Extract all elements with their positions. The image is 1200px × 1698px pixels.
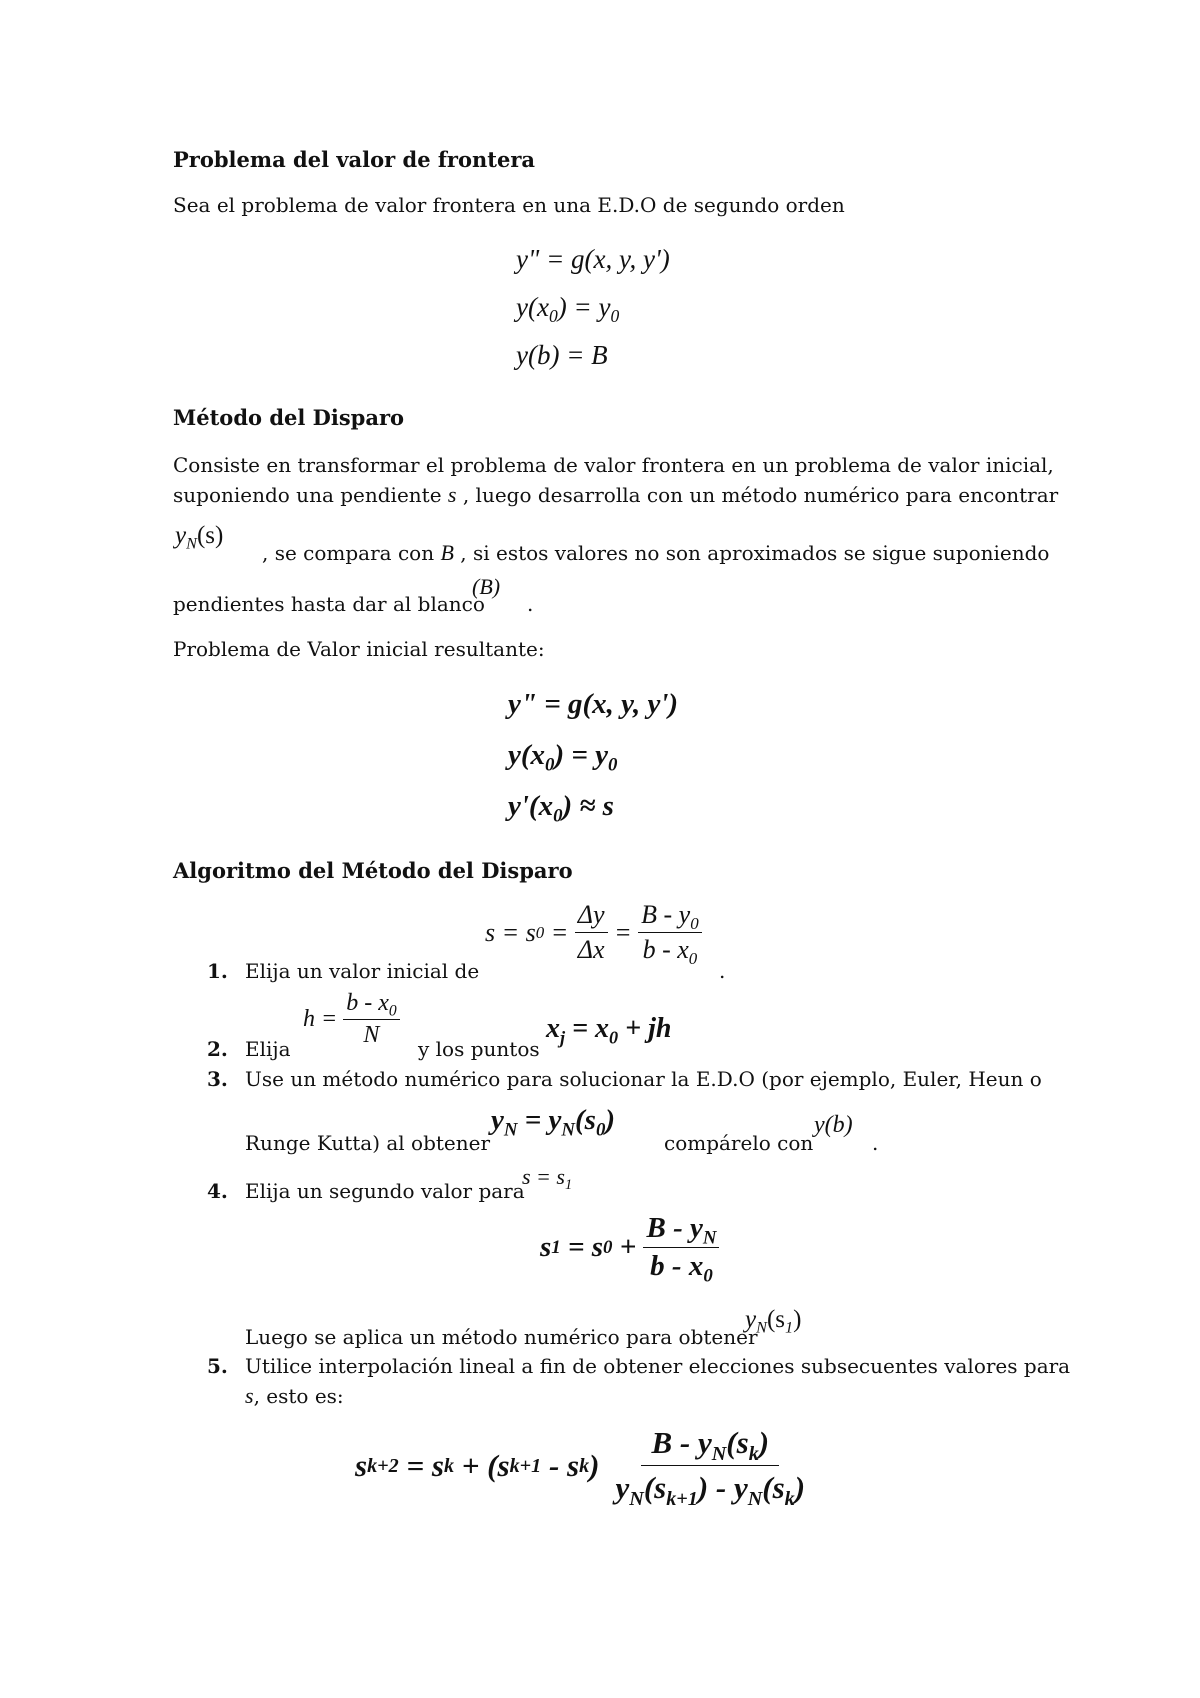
step2-h-equation: h = $\frac{b - x_0}{N}$ (303, 990, 400, 1049)
step2-grid-equation: $x_j = x_0$ + jh (546, 1013, 672, 1048)
step2-text: Elija (245, 1037, 291, 1061)
intro-text: Sea el problema de valor frontera en una E.D.O de segundo orden (173, 193, 845, 217)
slope-fraction: $\frac{B - y_0}{b - x_0}$ (638, 900, 702, 965)
section-heading-algorithm: Algoritmo del Método del Disparo (173, 858, 573, 883)
method-line-4: pendientes hasta dar al blanco (173, 592, 485, 616)
step3-line-1: Use un método numérico para solucionar la E.D.O (por ejemplo, Euler, Heun o (245, 1067, 1042, 1091)
bvp-equation-2: $y(x_0) = y_0$ (516, 292, 620, 327)
bvp-equation-1: y" = g(x, y, y') (516, 244, 670, 274)
step3-equation: $y_N = y_N(s_0)$ (491, 1104, 616, 1141)
step3-period: . (872, 1131, 879, 1155)
delta-fraction: $\frac{\Delta y}{\Delta x}$ (575, 900, 608, 965)
step1-period: . (719, 959, 726, 983)
step4-yN-s1: $y_N(s_1)$ (745, 1306, 802, 1337)
method-line-1: Consiste en transformar el problema de valor frontera en un problema de valor inicial, (173, 453, 1054, 477)
step1-equation: s = s 0 = $\frac{\Delta y}{\Delta x}$ = $\frac{B - y_0}{b - x_0}$ (485, 900, 702, 965)
step5-line-2: s, esto es: (245, 1383, 344, 1408)
step3-line-2: Runge Kutta) al obtener (245, 1131, 491, 1155)
method-line-2: suponiendo una pendiente s , luego desarrolla con un método numérico para encontrar (173, 482, 1059, 507)
step4-s-assign: $s = s_1$ (522, 1164, 573, 1193)
step4-equation: s 1 = s 0 + $\frac{B - y_N}{b - x_0}$ (540, 1212, 719, 1283)
step4-fraction: $\frac{B - y_N}{b - x_0}$ (643, 1212, 719, 1283)
yN-of-s-symbol: $y_N(s)$ (175, 522, 224, 553)
step3-yb: y(b) (814, 1112, 853, 1138)
ivp-equation-1: y" = g(x, y, y') (508, 688, 679, 720)
target-B-symbol: (B) (472, 574, 501, 599)
step4-then-text: Luego se aplica un método numérico para obtener (245, 1325, 758, 1349)
ivp-label: Problema de Valor inicial resultante: (173, 637, 545, 661)
method-period: . (527, 592, 534, 616)
page-title: Problema del valor de frontera (173, 147, 535, 172)
step3-number: 3. (207, 1067, 228, 1091)
step2-number: 2. (207, 1037, 228, 1061)
ivp-equation-2: $y(x_0) = y_0$ (508, 739, 618, 776)
step5-line-1: Utilice interpolación lineal a fin de obtener elecciones subsecuentes valores para (245, 1354, 1071, 1378)
h-fraction: $\frac{b - x_0}{N}$ (343, 990, 399, 1049)
step4-number: 4. (207, 1179, 228, 1203)
step5-fraction: $\frac{B - y_N(s_k)}{y_N(s_{k+1}) - y_N(s_k)}$ (615, 1425, 806, 1511)
step5-number: 5. (207, 1354, 228, 1378)
step4-text: Elija un segundo valor para (245, 1179, 525, 1203)
method-line-3: , se compara con B , si estos valores no son aproximados se sigue suponiendo (262, 540, 1050, 565)
step1-number: 1. (207, 959, 228, 983)
section-heading-method: Método del Disparo (173, 405, 405, 430)
step1-text: Elija un valor inicial de (245, 959, 480, 983)
step5-equation: s k+2 = s k + (s k+1 - s k ) $\frac{B - y_N(s_k)}{y_N(s_{k+1}) - y_N(s_k)}$ (355, 1425, 815, 1506)
step2-text-points: y los puntos (418, 1037, 540, 1061)
step3-compare-text: compárelo con (664, 1131, 814, 1155)
bvp-equation-3: y(b) = B (516, 340, 608, 370)
ivp-equation-3: $y'(x_0) \approx s$ (508, 790, 614, 827)
